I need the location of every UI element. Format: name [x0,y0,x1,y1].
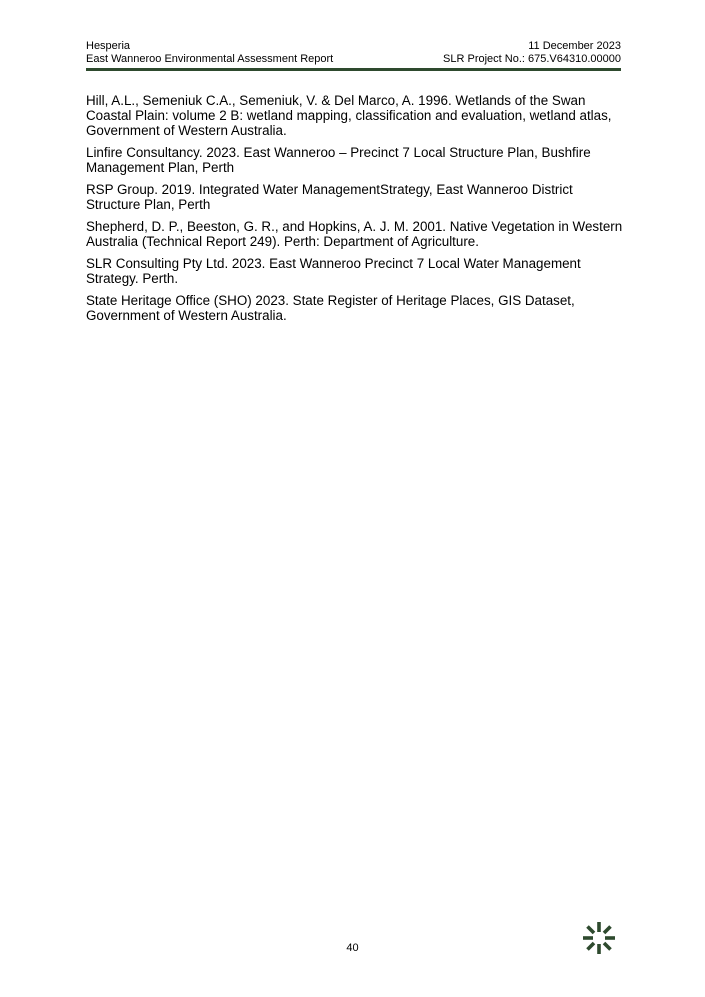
reference-item: RSP Group. 2019. Integrated Water ManagementStrategy, East Wanneroo District Structure Plan, Perth [86,182,573,213]
report-date: 11 December 2023 [528,40,621,52]
header-divider [86,68,621,71]
reference-item: Linfire Consultancy. 2023. East Wanneroo – Precinct 7 Local Structure Plan, Bushfire Management Plan, Perth [86,145,591,176]
client-name: Hesperia [86,40,131,52]
reference-item: Shepherd, D. P., Beeston, G. R., and Hopkins, A. J. M. 2001. Native Vegetation in Western Australia (Technical Report 249). Perth: Department of Agriculture. [86,219,623,250]
page-number: 40 [346,942,359,954]
reference-item: State Heritage Office (SHO) 2023. State Register of Heritage Places, GIS Dataset, Government of Western Australia. [86,293,575,324]
header-row-2 [86,53,621,66]
project-number: SLR Project No.: 675.V64310.00000 [443,53,621,65]
reference-item: Hill, A.L., Semeniuk C.A., Semeniuk, V. & Del Marco, A. 1996. Wetlands of the Swan Coastal Plain: volume 2 B: wetland mapping, classification and evaluation, wetland atlas, Government of Western Australia. [86,93,612,139]
slr-logo-icon [582,921,616,955]
page-header [86,40,621,66]
header-row-1 [86,40,621,53]
report-title: East Wanneroo Environmental Assessment Report [86,53,334,65]
reference-item: SLR Consulting Pty Ltd. 2023. East Wanneroo Precinct 7 Local Water Management Strategy. Perth. [86,256,581,287]
reference-list [86,93,626,330]
